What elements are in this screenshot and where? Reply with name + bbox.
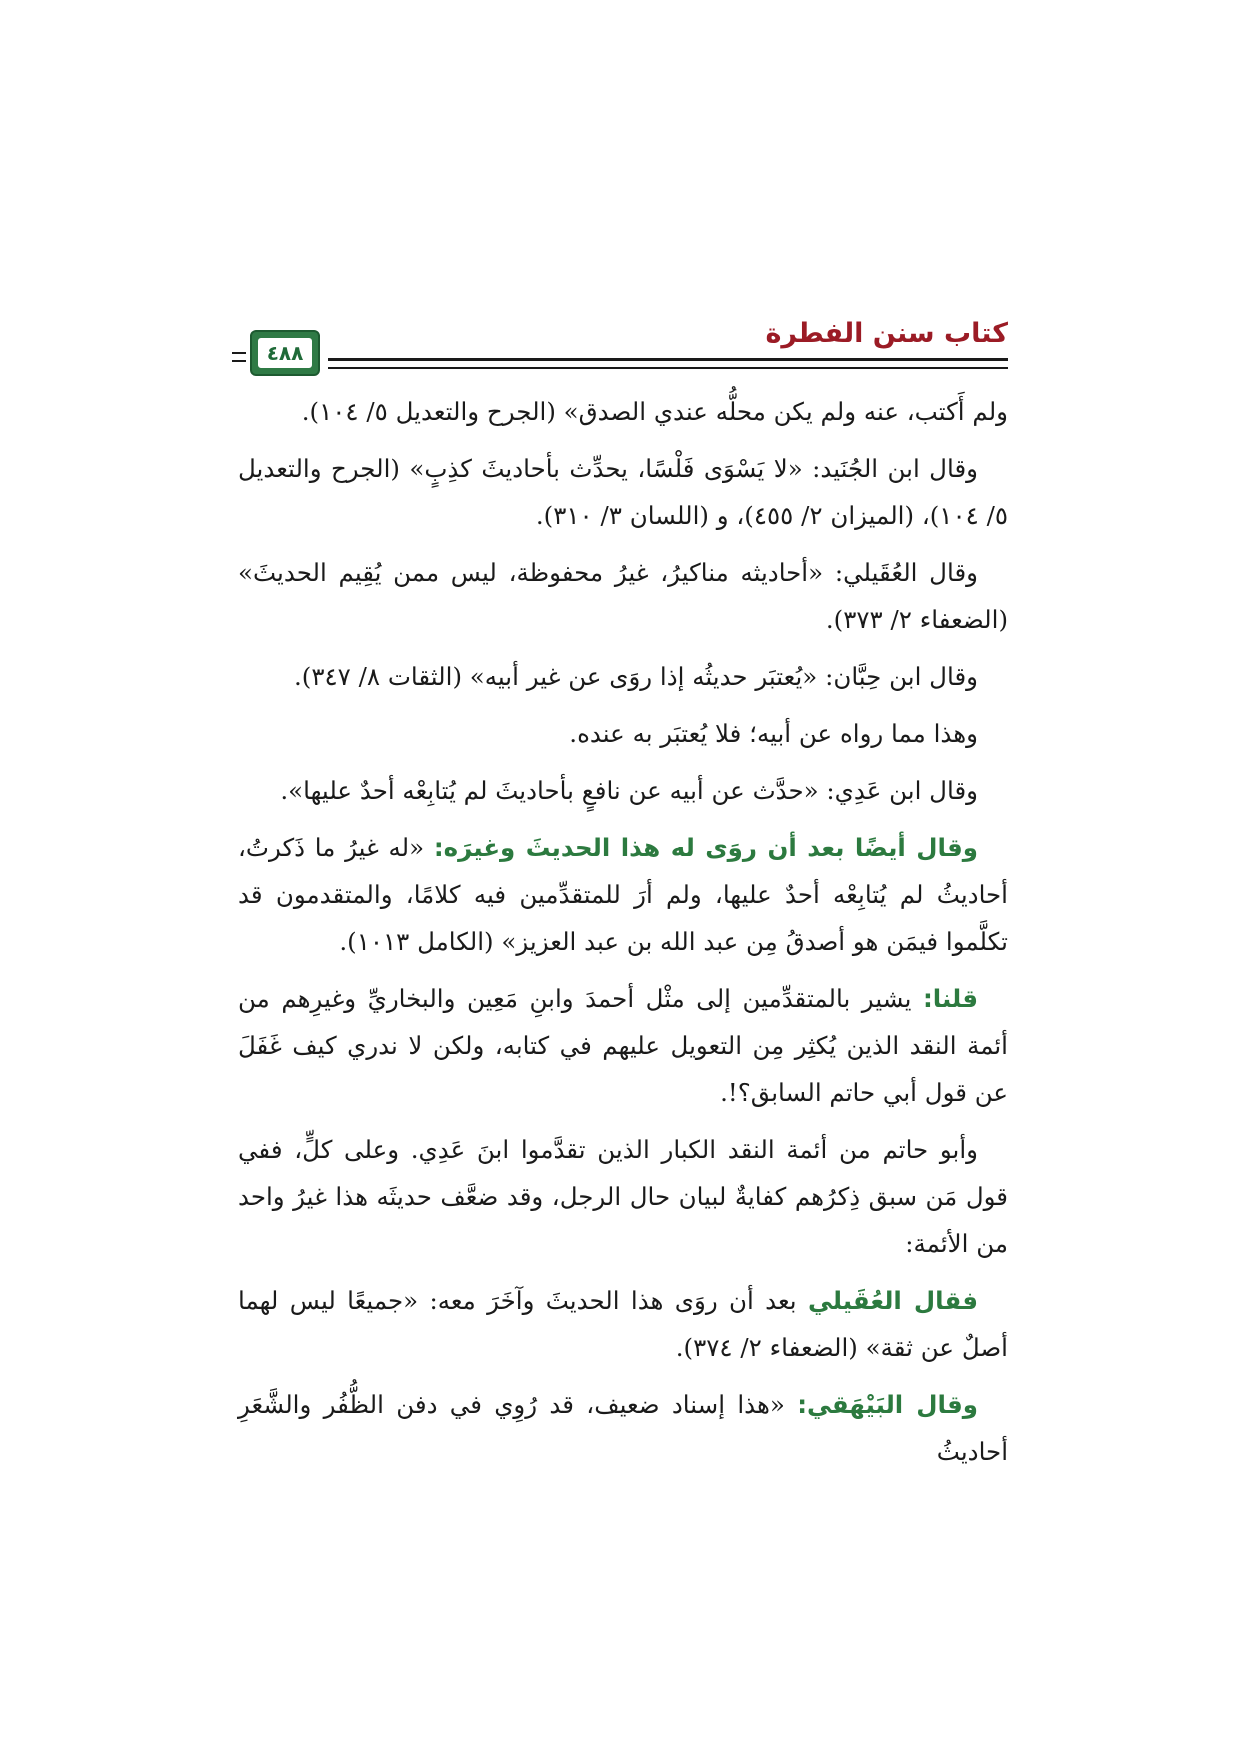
paragraph xyxy=(238,1381,1008,1475)
paragraph xyxy=(238,549,1008,643)
paragraph xyxy=(238,388,1008,435)
paragraph-text: وقال ابن عَدِي: «حدَّث عن أبيه عن نافعٍ بأحاديثَ لم يُتابِعْه أحدٌ عليها». xyxy=(280,776,978,805)
page-number: ٤٨٨ xyxy=(257,337,313,369)
paragraph xyxy=(238,710,1008,757)
paragraph-text: وأبو حاتم من أئمة النقد الكبار الذين تقدَّموا ابنَ عَدِي. وعلى كلٍّ، ففي قول مَن سبق ذِكرُهم كفايةٌ لبيان حال الرجل، وقد ضعَّف حديثَه هذا غيرُ واحد من الأئمة: xyxy=(238,1135,1008,1258)
book-title: كتاب سنن الفطرة xyxy=(765,318,1008,349)
header-rule xyxy=(328,367,1008,369)
paragraph xyxy=(238,1126,1008,1267)
page-number-badge xyxy=(250,330,320,376)
header-rule xyxy=(232,352,246,354)
highlight-lead: وقال أيضًا بعد أن روَى له هذا الحديثَ وغيرَه: xyxy=(433,833,978,862)
highlight-lead: فقال العُقَيلي xyxy=(807,1286,979,1315)
paragraph xyxy=(238,445,1008,539)
paragraph-text: ولم أَكتب، عنه ولم يكن محلُّه عندي الصدق» (الجرح والتعديل ٥/ ١٠٤). xyxy=(301,397,1008,426)
paragraph xyxy=(238,653,1008,700)
paragraph xyxy=(238,1277,1008,1371)
paragraph-text: «هذا إسناد ضعيف، قد رُوِي في دفن الظُّفُر والشَّعَرِ أحاديثُ xyxy=(238,1390,1008,1466)
paragraph-text: يشير بالمتقدِّمين إلى مثْل أحمدَ وابنِ مَعِين والبخاريِّ وغيرِهم من أئمة النقد الذين يُكثِر مِن التعويل عليهم في كتابه، ولكن لا ندري كيف غَفَلَ عن قول أبي حاتم السابق؟!. xyxy=(238,984,1008,1107)
paragraph xyxy=(238,767,1008,814)
paragraph xyxy=(238,824,1008,965)
main-text xyxy=(238,388,1008,1485)
paragraph-text: بعد أن روَى هذا الحديثَ وآخَرَ معه: «جميعًا ليس لهما أصلٌ عن ثقة» (الضعفاء ٢/ ٣٧٤). xyxy=(238,1286,1008,1362)
paragraph-text: وهذا مما رواه عن أبيه؛ فلا يُعتبَر به عنده. xyxy=(569,719,978,748)
header-rule xyxy=(328,358,1008,361)
header-rule xyxy=(232,360,246,362)
paragraph-text: وقال ابن الجُنَيد: «لا يَسْوَى فَلْسًا، يحدِّث بأحاديثَ كذِبٍ» (الجرح والتعديل ٥/ ١٠٤)، (الميزان ٢/ ٤٥٥)، و (اللسان ٣/ ٣١٠). xyxy=(238,454,1008,530)
highlight-lead: قلنا: xyxy=(922,984,978,1013)
page-header xyxy=(238,318,1008,390)
paragraph-text: وقال العُقَيلي: «أحاديثه مناكيرُ، غيرُ محفوظة، ليس ممن يُقِيم الحديثَ» (الضعفاء ٢/ ٣٧٣). xyxy=(238,558,1008,634)
paragraph-text: وقال ابن حِبَّان: «يُعتبَر حديثُه إذا روَى عن غير أبيه» (الثقات ٨/ ٣٤٧). xyxy=(294,662,978,691)
paragraph-text: «له غيرُ ما ذَكرتُ، أحاديثُ لم يُتابِعْه أحدٌ عليها، ولم أرَ للمتقدِّمين فيه كلامًا، والمتقدمون قد تكلَّموا فيمَن هو أصدقُ مِن عبد الله بن عبد العزيز» (الكامل ١٠١٣). xyxy=(238,833,1008,956)
highlight-lead: وقال البَيْهَقي: xyxy=(797,1390,978,1419)
paragraph xyxy=(238,975,1008,1116)
